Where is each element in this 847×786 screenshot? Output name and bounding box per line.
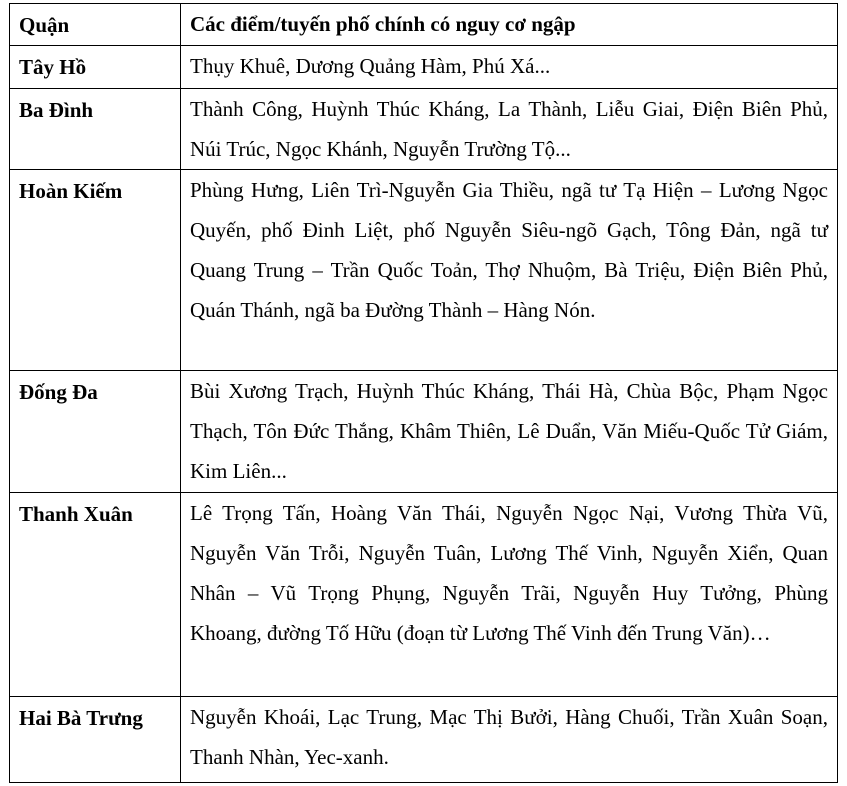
streets-cell [181,170,838,371]
district-name: Hoàn Kiếm [19,179,123,203]
district-cell [10,697,181,783]
streets-cell [181,697,838,783]
flood-risk-table [9,3,838,783]
table-row [10,170,838,371]
streets-list: Thành Công, Huỳnh Thúc Kháng, La Thành, Liễu Giai, Điện Biên Phủ, Núi Trúc, Ngọc Khánh, Nguyễn Trường Tộ... [190,97,828,161]
streets-cell [181,371,838,493]
table-row [10,89,838,170]
district-name: Tây Hồ [19,55,87,79]
streets-list: Nguyễn Khoái, Lạc Trung, Mạc Thị Bưởi, Hàng Chuối, Trần Xuân Soạn, Thanh Nhàn, Yec-xanh. [190,705,828,769]
table-row [10,46,838,89]
district-cell [10,493,181,697]
streets-cell [181,89,838,170]
header-district-label: Quận [19,13,70,37]
table-row [10,697,838,783]
district-cell [10,170,181,371]
district-cell [10,46,181,89]
district-name: Ba Đình [19,98,94,122]
header-streets-label: Các điểm/tuyến phố chính có nguy cơ ngập [190,12,576,36]
header-district [10,4,181,46]
streets-list: Thụy Khuê, Dương Quảng Hàm, Phú Xá... [190,54,551,78]
streets-cell [181,46,838,89]
table-header-row [10,4,838,46]
streets-list: Bùi Xương Trạch, Huỳnh Thúc Kháng, Thái Hà, Chùa Bộc, Phạm Ngọc Thạch, Tôn Đức Thắng, Khâm Thiên, Lê Duẩn, Văn Miếu-Quốc Tử Giám, Kim Liên... [190,379,828,483]
streets-list: Lê Trọng Tấn, Hoàng Văn Thái, Nguyễn Ngọc Nại, Vương Thừa Vũ, Nguyễn Văn Trỗi, Nguyễn Tuân, Lương Thế Vinh, Nguyễn Xiển, Quan Nhân – Vũ Trọng Phụng, Nguyễn Trãi, Nguyễn Huy Tưởng, Phùng Khoang, đường Tố Hữu (đoạn từ Lương Thế Vinh đến Trung Văn)… [190,501,828,645]
table-row [10,493,838,697]
district-name: Thanh Xuân [19,502,133,526]
district-name: Hai Bà Trưng [19,706,143,730]
header-streets [181,4,838,46]
district-cell [10,89,181,170]
streets-cell [181,493,838,697]
streets-list: Phùng Hưng, Liên Trì-Nguyễn Gia Thiều, ngã tư Tạ Hiện – Lương Ngọc Quyến, phố Đinh Liệt, phố Nguyễn Siêu-ngõ Gạch, Tông Đản, ngã tư Quang Trung – Trần Quốc Toản, Thợ Nhuộm, Bà Triệu, Điện Biên Phủ, Quán Thánh, ngã ba Đường Thành – Hàng Nón. [190,178,828,322]
district-name: Đống Đa [19,380,98,404]
district-cell [10,371,181,493]
table-row [10,371,838,493]
